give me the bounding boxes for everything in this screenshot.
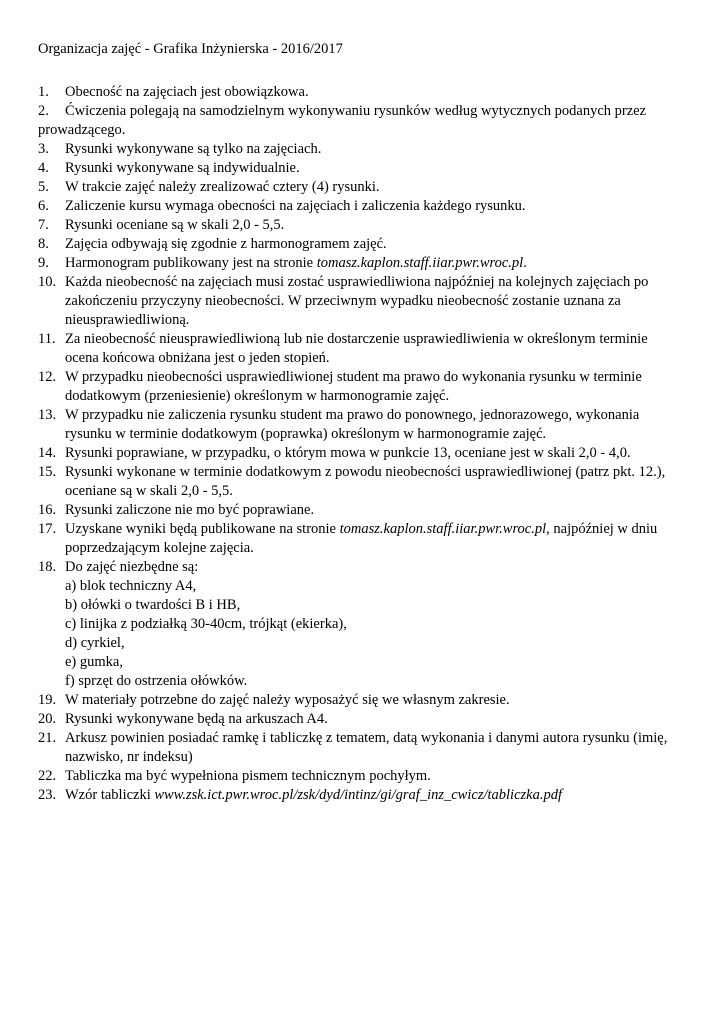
item-line: dodatkowym (przeniesienie) określonym w harmonogramie zajęć. xyxy=(65,388,450,404)
item-text xyxy=(65,558,688,691)
item-number: 1. xyxy=(38,84,49,100)
item-number: 23. xyxy=(38,787,57,803)
item-text: Ćwiczenia polegają na samodzielnym wykonywaniu rysunków według wytycznych podanych przez xyxy=(65,103,647,119)
item-number: 21. xyxy=(38,730,57,746)
item-text xyxy=(65,786,688,805)
item-text xyxy=(65,729,688,767)
item-number: 18. xyxy=(38,559,57,575)
item-text: Zajęcia odbywają się zgodnie z harmonogramem zajęć. xyxy=(65,236,387,252)
list-item-21 xyxy=(38,729,688,767)
list-item-14 xyxy=(38,444,688,463)
list-item-18 xyxy=(38,558,688,691)
list-item-11 xyxy=(38,330,688,368)
item-text xyxy=(65,368,688,406)
item-text xyxy=(65,273,688,330)
list-item-20 xyxy=(38,710,688,729)
item-text: Obecność na zajęciach jest obowiązkowa. xyxy=(65,84,309,100)
item-line: poprzedzającym kolejne zajęcia. xyxy=(65,540,254,556)
item-text xyxy=(65,520,688,558)
item-number: 6. xyxy=(38,198,49,214)
subitem: d) cyrkiel, xyxy=(65,635,125,651)
item-line: Arkusz powinien posiadać ramkę i tabliczkę z tematem, datą wykonania i danymi autora rysunku (imię, xyxy=(65,730,668,746)
item-text: W materiały potrzebne do zajęć należy wyposażyć się we własnym zakresie. xyxy=(65,692,510,708)
item-line: Rysunki wykonane w terminie dodatkowym z powodu nieobecności usprawiedliwionej (patrz pkt. 12.), xyxy=(65,464,666,480)
item-line: nazwisko, nr indeksu) xyxy=(65,749,193,765)
subitem: c) linijka z podziałką 30-40cm, trójkąt (ekierka), xyxy=(65,616,347,632)
item-number: 3. xyxy=(38,141,49,157)
item-line: rysunku w terminie dodatkowym (poprawka) określonym w harmonogramie zajęć. xyxy=(65,426,547,442)
item-number: 13. xyxy=(38,407,57,423)
item-line: ocena końcowa obniżana jest o jeden stopień. xyxy=(65,350,330,366)
item-text-before-link: Harmonogram publikowany jest na stronie xyxy=(65,255,317,271)
item-number: 4. xyxy=(38,160,49,176)
item-text: Rysunki wykonywane są indywidualnie. xyxy=(65,160,300,176)
item-text: Rysunki wykonywane będą na arkuszach A4. xyxy=(65,711,328,727)
list-item-2 xyxy=(38,102,688,140)
item-number: 7. xyxy=(38,217,49,233)
item-line: Za nieobecność nieusprawiedliwioną lub nie dostarczenie usprawiedliwienia w określonym terminie xyxy=(65,331,648,347)
list-item-1 xyxy=(38,83,688,102)
list-item-13 xyxy=(38,406,688,444)
subitem: a) blok techniczny A4, xyxy=(65,578,197,594)
list-item-8 xyxy=(38,235,688,254)
item-text xyxy=(65,254,688,273)
item-text xyxy=(65,330,688,368)
item-text: W trakcie zajęć należy zrealizować cztery (4) rysunki. xyxy=(65,179,380,195)
subitem: f) sprzęt do ostrzenia ołówków. xyxy=(65,673,248,689)
list-item-10 xyxy=(38,273,688,330)
item-text: Rysunki wykonywane są tylko na zajęciach. xyxy=(65,141,322,157)
list-item-17 xyxy=(38,520,688,558)
item-number: 15. xyxy=(38,464,57,480)
document-title: Organizacja zajęć - Grafika Inżynierska - 2016/2017 xyxy=(38,41,343,57)
subitem: e) gumka, xyxy=(65,654,123,670)
item-text: Tabliczka ma być wypełniona pismem technicznym pochyłym. xyxy=(65,768,431,784)
item-number: 17. xyxy=(38,521,57,537)
item-number: 10. xyxy=(38,274,57,290)
item-text-before-link: Uzyskane wyniki będą publikowane na stronie xyxy=(65,521,340,537)
list-item-22 xyxy=(38,767,688,786)
item-text: Rysunki oceniane są w skali 2,0 - 5,5. xyxy=(65,217,285,233)
subitem: b) ołówki o twardości B i HB, xyxy=(65,597,241,613)
item-line: Każda nieobecność na zajęciach musi zostać usprawiedliwiona najpóźniej na kolejnych zajęciach po xyxy=(65,274,649,290)
item-text xyxy=(65,463,688,501)
item-line: oceniane są w skali 2,0 - 5,5. xyxy=(65,483,233,499)
results-link[interactable]: tomasz.kaplon.staff.iiar.pwr.wroc.pl xyxy=(339,521,547,537)
list-item-9 xyxy=(38,254,688,273)
item-number: 14. xyxy=(38,445,57,461)
item-number: 19. xyxy=(38,692,57,708)
list-item-19 xyxy=(38,691,688,710)
template-link[interactable]: www.zsk.ict.pwr.wroc.pl/zsk/dyd/intinz/gi/graf_inz_cwicz/tabliczka.pdf xyxy=(154,787,562,803)
list-item-23 xyxy=(38,786,688,805)
list-item-6 xyxy=(38,197,688,216)
item-number: 12. xyxy=(38,369,57,385)
item-line: W przypadku nieobecności usprawiedliwionej student ma prawo do wykonania rysunku w terminie xyxy=(65,369,642,385)
item-number: 20. xyxy=(38,711,57,727)
item-text xyxy=(65,406,688,444)
list-item-16 xyxy=(38,501,688,520)
item-number: 16. xyxy=(38,502,57,518)
item-line: W przypadku nie zaliczenia rysunku student ma prawo do ponownego, jednorazowego, wykonania xyxy=(65,407,640,423)
list-item-12 xyxy=(38,368,688,406)
item-number: 5. xyxy=(38,179,49,195)
item-text: Rysunki zaliczone nie mo być poprawiane. xyxy=(65,502,315,518)
item-number: 8. xyxy=(38,236,49,252)
item-line: zakończeniu przyczyny nieobecności. W przeciwnym wypadku nieobecność zostanie uznana za xyxy=(65,293,621,309)
item-line: Do zajęć niezbędne są: xyxy=(65,559,199,575)
item-text-continued: prowadzącego. xyxy=(38,122,126,138)
item-number: 11. xyxy=(38,331,56,347)
list-item-4 xyxy=(38,159,688,178)
list-item-15 xyxy=(38,463,688,501)
list-item-3 xyxy=(38,140,688,159)
list-item-7 xyxy=(38,216,688,235)
item-text-before-link: Wzór tabliczki xyxy=(65,787,155,803)
schedule-link[interactable]: tomasz.kaplon.staff.iiar.pwr.wroc.pl xyxy=(316,255,524,271)
item-text: Rysunki poprawiane, w przypadku, o którym mowa w punkcie 13, oceniane jest w skali 2,0 - 4,0. xyxy=(65,445,631,461)
list-item-5 xyxy=(38,178,688,197)
rules-list xyxy=(38,83,688,805)
item-text: Zaliczenie kursu wymaga obecności na zajęciach i zaliczenia każdego rysunku. xyxy=(65,198,526,214)
item-text-after-link: . xyxy=(523,255,527,271)
item-line: nieusprawiedliwioną. xyxy=(65,312,190,328)
item-number: 22. xyxy=(38,768,57,784)
item-text-after-link: , najpóźniej w dniu xyxy=(546,521,658,537)
item-number: 2. xyxy=(38,103,49,119)
item-number: 9. xyxy=(38,255,49,271)
